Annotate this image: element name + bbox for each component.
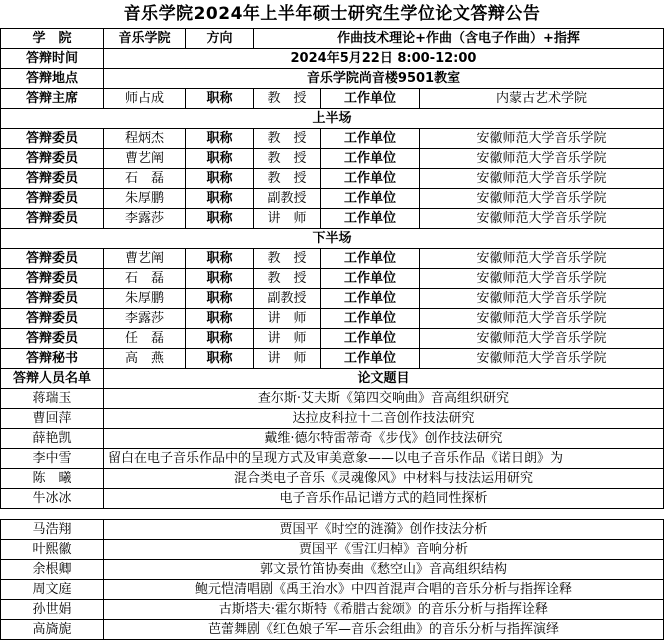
student-row — [1, 580, 664, 600]
member-unit-label: 工作单位 — [321, 329, 420, 349]
member-role: 答辩秘书 — [1, 349, 104, 369]
students-header-row — [1, 369, 664, 389]
member-role: 答辩委员 — [1, 129, 104, 149]
member-name: 朱厚鹏 — [104, 289, 186, 309]
student-thesis: 戴维·德尔特雷蒂奇《步伐》创作技法研究 — [104, 429, 664, 449]
student-name: 薛艳凯 — [1, 429, 104, 449]
student-thesis: 混合类电子音乐《灵魂像风》中材料与技法运用研究 — [104, 469, 664, 489]
member-unit-value: 安徽师范大学音乐学院 — [420, 149, 664, 169]
member-title-label: 职称 — [186, 249, 254, 269]
member-row — [1, 249, 664, 269]
student-name: 马浩翔 — [1, 520, 104, 540]
member-unit-value: 安徽师范大学音乐学院 — [420, 289, 664, 309]
second-half-heading-row — [1, 229, 664, 249]
member-role: 答辩委员 — [1, 289, 104, 309]
member-unit-value: 安徽师范大学音乐学院 — [420, 209, 664, 229]
students-name-header: 答辩人员名单 — [1, 369, 104, 389]
member-name: 程炳杰 — [104, 129, 186, 149]
member-row — [1, 309, 664, 329]
student-thesis: 贾国平《时空的涟漪》创作技法分析 — [104, 520, 664, 540]
member-title-label: 职称 — [186, 169, 254, 189]
second-half-heading: 下半场 — [1, 229, 664, 249]
student-row — [1, 520, 664, 540]
chair-unit-label: 工作单位 — [321, 89, 420, 109]
student-thesis: 鲍元恺清唱剧《禹王治水》中四首混声合唱的音乐分析与指挥诠释 — [104, 580, 664, 600]
member-unit-value: 安徽师范大学音乐学院 — [420, 249, 664, 269]
student-row — [1, 389, 664, 409]
member-unit-label: 工作单位 — [321, 309, 420, 329]
member-title-value: 教 授 — [254, 149, 321, 169]
student-thesis: 贾国平《雪江归棹》音响分析 — [104, 540, 664, 560]
chair-row — [1, 89, 664, 109]
student-thesis: 郭文景竹笛协奏曲《愁空山》音高组织结构 — [104, 560, 664, 580]
member-role: 答辩委员 — [1, 329, 104, 349]
student-thesis: 留白在电子音乐作品中的呈现方式及审美意象——以电子音乐作品《诺日朗》为 — [104, 449, 664, 469]
member-name: 任 磊 — [104, 329, 186, 349]
student-row — [1, 409, 664, 429]
member-unit-value: 安徽师范大学音乐学院 — [420, 269, 664, 289]
member-name: 曹艺阐 — [104, 149, 186, 169]
member-unit-label: 工作单位 — [321, 149, 420, 169]
student-thesis: 查尔斯·艾夫斯《第四交响曲》音高组织研究 — [104, 389, 664, 409]
member-role: 答辩委员 — [1, 209, 104, 229]
member-role: 答辩委员 — [1, 149, 104, 169]
member-row — [1, 269, 664, 289]
member-row — [1, 189, 664, 209]
member-unit-value: 安徽师范大学音乐学院 — [420, 169, 664, 189]
direction-value: 作曲技术理论+作曲（含电子作曲）+指挥 — [254, 29, 664, 49]
member-name: 李露莎 — [104, 309, 186, 329]
member-name: 李露莎 — [104, 209, 186, 229]
student-name: 李中雪 — [1, 449, 104, 469]
member-name: 朱厚鹏 — [104, 189, 186, 209]
direction-label: 方向 — [186, 29, 254, 49]
member-title-value: 教 授 — [254, 169, 321, 189]
time-label: 答辩时间 — [1, 49, 104, 69]
member-title-label: 职称 — [186, 129, 254, 149]
first-half-heading-row — [1, 109, 664, 129]
member-unit-value: 安徽师范大学音乐学院 — [420, 349, 664, 369]
member-title-label: 职称 — [186, 309, 254, 329]
time-value: 2024年5月22日 8:00-12:00 — [104, 49, 664, 69]
member-title-value: 讲 师 — [254, 349, 321, 369]
member-title-label: 职称 — [186, 269, 254, 289]
member-row — [1, 149, 664, 169]
member-title-label: 职称 — [186, 289, 254, 309]
student-row — [1, 620, 664, 640]
page-title: 音乐学院2024年上半年硕士研究生学位论文答辩公告 — [123, 4, 541, 24]
chair-role: 答辩主席 — [1, 89, 104, 109]
member-title-value: 讲 师 — [254, 329, 321, 349]
student-row — [1, 449, 664, 469]
member-unit-label: 工作单位 — [321, 289, 420, 309]
student-thesis: 芭蕾舞剧《红色娘子军—音乐会组曲》的音乐分析与指挥演绎 — [104, 620, 664, 640]
student-name: 孙世娟 — [1, 600, 104, 620]
header-row — [1, 29, 664, 49]
student-thesis: 达拉皮科拉十二音创作技法研究 — [104, 409, 664, 429]
first-half-heading: 上半场 — [1, 109, 664, 129]
member-unit-value: 安徽师范大学音乐学院 — [420, 129, 664, 149]
member-role: 答辩委员 — [1, 249, 104, 269]
member-title-label: 职称 — [186, 209, 254, 229]
member-row — [1, 209, 664, 229]
member-unit-value: 安徽师范大学音乐学院 — [420, 309, 664, 329]
place-row — [1, 69, 664, 89]
member-row — [1, 329, 664, 349]
student-name: 高旖旎 — [1, 620, 104, 640]
chair-title-label: 职称 — [186, 89, 254, 109]
member-title-value: 副教授 — [254, 189, 321, 209]
member-unit-label: 工作单位 — [321, 249, 420, 269]
member-unit-label: 工作单位 — [321, 189, 420, 209]
student-row — [1, 469, 664, 489]
chair-name: 师占成 — [104, 89, 186, 109]
student-name: 周文庭 — [1, 580, 104, 600]
chair-title-value: 教 授 — [254, 89, 321, 109]
member-title-value: 教 授 — [254, 249, 321, 269]
students-thesis-header: 论文题目 — [104, 369, 664, 389]
defense-table — [0, 28, 664, 640]
student-row — [1, 540, 664, 560]
student-name: 叶熙徽 — [1, 540, 104, 560]
member-unit-label: 工作单位 — [321, 269, 420, 289]
chair-unit-value: 内蒙古艺术学院 — [420, 89, 664, 109]
member-title-value: 副教授 — [254, 289, 321, 309]
spacer-cell — [1, 509, 664, 520]
student-row — [1, 600, 664, 620]
member-title-value: 讲 师 — [254, 309, 321, 329]
member-row — [1, 349, 664, 369]
place-value: 音乐学院尚音楼9501教室 — [104, 69, 664, 89]
college-value: 音乐学院 — [104, 29, 186, 49]
student-row — [1, 429, 664, 449]
student-row — [1, 560, 664, 580]
member-row — [1, 289, 664, 309]
member-title-label: 职称 — [186, 149, 254, 169]
member-title-value: 讲 师 — [254, 209, 321, 229]
student-name: 牛冰冰 — [1, 489, 104, 509]
student-row — [1, 489, 664, 509]
member-unit-label: 工作单位 — [321, 209, 420, 229]
member-name: 高 燕 — [104, 349, 186, 369]
member-title-label: 职称 — [186, 189, 254, 209]
member-title-label: 职称 — [186, 349, 254, 369]
student-name: 曹回萍 — [1, 409, 104, 429]
member-title-value: 教 授 — [254, 129, 321, 149]
member-title-value: 教 授 — [254, 269, 321, 289]
member-row — [1, 129, 664, 149]
member-unit-label: 工作单位 — [321, 169, 420, 189]
member-name: 石 磊 — [104, 169, 186, 189]
member-role: 答辩委员 — [1, 269, 104, 289]
member-title-label: 职称 — [186, 329, 254, 349]
time-row — [1, 49, 664, 69]
member-unit-value: 安徽师范大学音乐学院 — [420, 189, 664, 209]
student-thesis: 古斯塔夫·霍尔斯特《希腊古瓮颂》的音乐分析与指挥诠释 — [104, 600, 664, 620]
member-row — [1, 169, 664, 189]
college-label: 学 院 — [1, 29, 104, 49]
member-role: 答辩委员 — [1, 189, 104, 209]
member-name: 曹艺阐 — [104, 249, 186, 269]
student-name: 蒋瑞玉 — [1, 389, 104, 409]
student-name: 陈 曦 — [1, 469, 104, 489]
member-role: 答辩委员 — [1, 309, 104, 329]
place-label: 答辩地点 — [1, 69, 104, 89]
spacer-row — [1, 509, 664, 520]
member-role: 答辩委员 — [1, 169, 104, 189]
member-unit-label: 工作单位 — [321, 349, 420, 369]
member-unit-value: 安徽师范大学音乐学院 — [420, 329, 664, 349]
student-thesis: 电子音乐作品记谱方式的趋同性探析 — [104, 489, 664, 509]
member-unit-label: 工作单位 — [321, 129, 420, 149]
member-name: 石 磊 — [104, 269, 186, 289]
student-name: 余根卿 — [1, 560, 104, 580]
